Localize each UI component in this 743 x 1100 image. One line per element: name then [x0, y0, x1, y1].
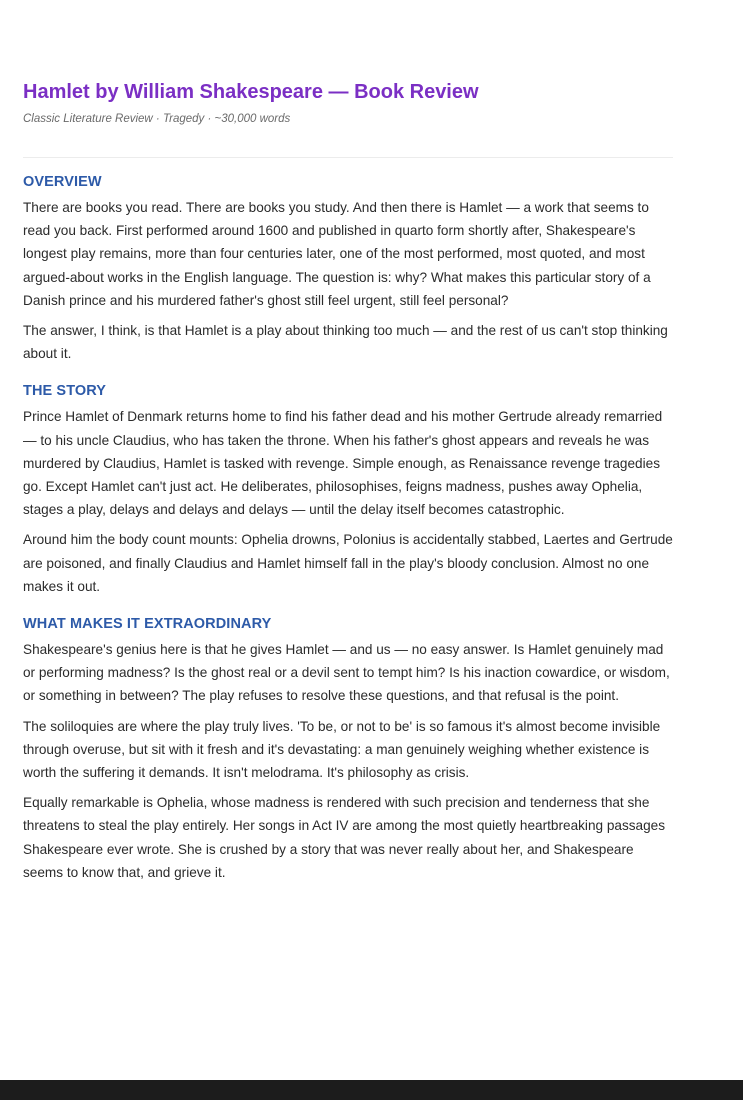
section-overview — [23, 172, 673, 365]
review-content — [23, 172, 673, 900]
paragraph: The answer, I think, is that Hamlet is a play about thinking too much — and the rest of us can't stop thinking about it. — [23, 323, 668, 362]
header-divider — [23, 157, 673, 158]
paragraph: Prince Hamlet of Denmark returns home to find his father dead and his mother Gertrude already remarried — to his uncle Claudius, who has taken the throne. When his father's ghost appears and reveals he was murdered by Claudius, Hamlet is tasked with revenge. Simple enough, as Renaissance revenge tragedies go. Except Hamlet can't just act. He deliberates, philosophises, feigns madness, pushes away Ophelia, stages a play, delays and delays and delays — until the delay itself becomes catastrophic. — [23, 409, 663, 518]
paragraph: The soliloquies are where the play truly lives. 'To be, or not to be' is so famous it's almost become invisible through overuse, but sit with it fresh and it's devastating: a man genuinely weighing whether existence is worth the suffering it demands. It isn't melodrama. It's philosophy as crisis. — [23, 718, 661, 781]
section-the-story — [23, 381, 673, 598]
section-heading-the-story: THE STORY — [23, 383, 107, 400]
section-heading-what-makes-it-extraordinary: WHAT MAKES IT EXTRAORDINARY — [23, 616, 272, 633]
section-heading-overview: OVERVIEW — [23, 174, 102, 190]
paragraph: Around him the body count mounts: Ophelia drowns, Polonius is accidentally stabbed, Laertes and Gertrude are poisoned, and finally Claudius and Hamlet himself fall in the play's bloody conclusion. Almost no one makes it out. — [23, 532, 673, 594]
bottom-bar — [0, 1080, 743, 1100]
page-title: Hamlet by William Shakespeare — Book Review — [23, 81, 479, 103]
paragraph: There are books you read. There are books you study. And then there is Hamlet — a work that seems to read you back. First performed around 1600 and published in quarto form shortly after, Shakespeare's longest play remains, more than four centuries later, one of the most performed, most quoted, and most argued-about works in the English language. The question is: why? What makes this particular story of a Danish prince and his murdered father's ghost still feel urgent, still feel personal? — [23, 200, 651, 308]
paragraph: Equally remarkable is Ophelia, whose madness is rendered with such precision and tenderness that she threatens to steal the play entirely. Her songs in Act IV are among the most quietly heartbreaking passages Shakespeare ever wrote. She is crushed by a story that was never really about her, and Shakespeare seems to know that, and grieve it. — [23, 795, 666, 880]
section-what-makes-it-extraordinary — [23, 614, 673, 884]
paragraph: Shakespeare's genius here is that he gives Hamlet — and us — no easy answer. Is Hamlet genuinely mad or performing madness? Is the ghost real or a devil sent to tempt him? Is his inaction cowardice, or wisdom, or something in between? The play refuses to resolve these questions, and that refusal is the point. — [23, 642, 670, 704]
review-meta: Classic Literature Review · Tragedy · ~30,000 words — [23, 113, 291, 125]
